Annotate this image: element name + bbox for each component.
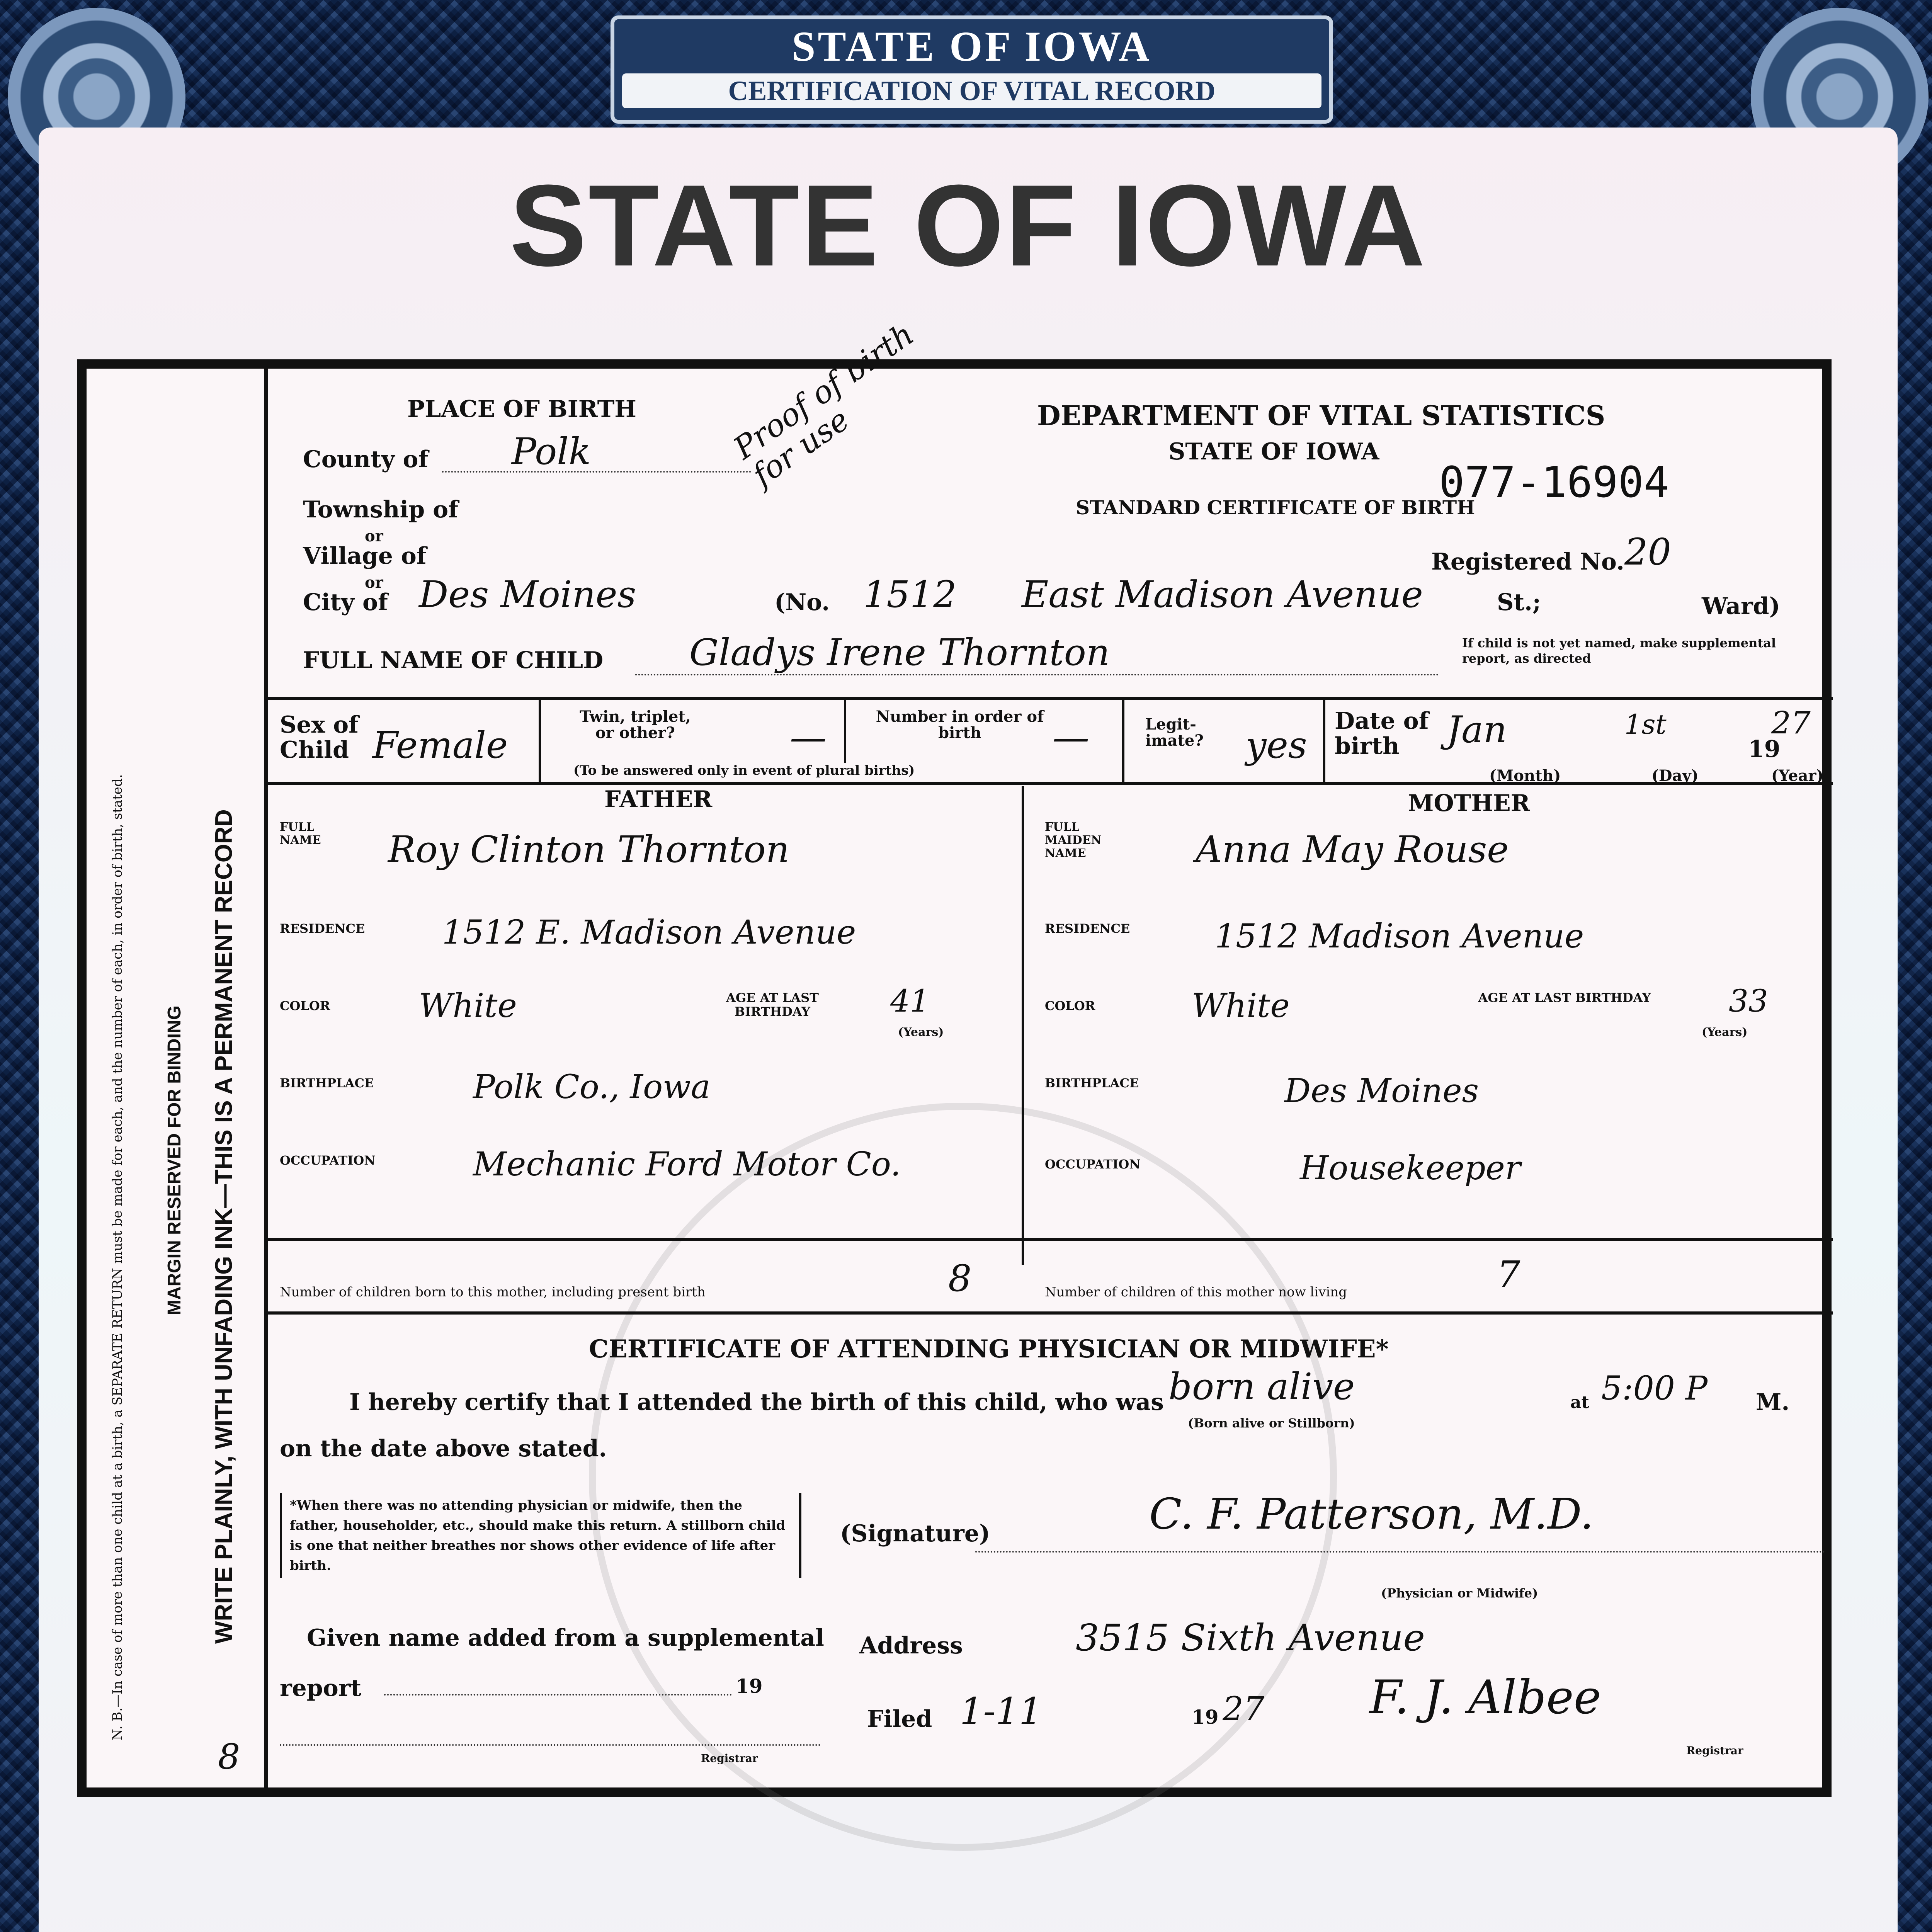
plural-births-note: (To be answered only in event of plural births) xyxy=(573,763,915,778)
registered-no-value: 20 xyxy=(1624,531,1671,573)
father-color-label: COLOR xyxy=(280,998,330,1013)
filed-date: 1-11 xyxy=(960,1690,1043,1733)
child-name-line xyxy=(635,674,1439,675)
registrar-signature: F. J. Albee xyxy=(1369,1671,1601,1725)
year-caption: (Year) xyxy=(1771,767,1824,785)
street-number: 1512 xyxy=(863,573,957,616)
township-label: Township of xyxy=(303,496,458,523)
father-name: Roy Clinton Thornton xyxy=(388,828,789,871)
mother-color-label: COLOR xyxy=(1045,998,1095,1013)
page-title: STATE OF IOWA xyxy=(509,160,1427,290)
county-line xyxy=(442,471,751,473)
mother-birthplace: Des Moines xyxy=(1284,1072,1479,1110)
full-name-label: FULL NAME OF CHILD xyxy=(303,647,604,674)
department-heading: DEPARTMENT OF VITAL STATISTICS xyxy=(1037,400,1605,432)
father-occupation: Mechanic Ford Motor Co. xyxy=(473,1145,901,1184)
month-caption: (Month) xyxy=(1489,767,1561,785)
divider-v-2 xyxy=(844,697,846,763)
county-value: Polk xyxy=(512,430,591,473)
divider-4 xyxy=(264,1311,1833,1315)
children-living-label: Number of children of this mother now living xyxy=(1045,1284,1347,1300)
mother-maiden-name-label: FULL MAIDEN NAME xyxy=(1045,820,1102,860)
legitimate-value: yes xyxy=(1246,724,1307,767)
mother-years-caption: (Years) xyxy=(1702,1026,1748,1039)
mother-residence-label: RESIDENCE xyxy=(1045,921,1130,936)
children-living-value: 7 xyxy=(1497,1253,1520,1296)
banner-subtitle: CERTIFICATION OF VITAL RECORD xyxy=(622,73,1321,108)
standard-certificate-label: STANDARD CERTIFICATE OF BIRTH xyxy=(1076,496,1475,519)
parents-divider xyxy=(1022,786,1024,1265)
state-heading: STATE OF IOWA xyxy=(1168,438,1379,465)
registrar-label-right: Registrar xyxy=(1686,1744,1743,1757)
twin-label: Twin, triplet, or other? xyxy=(580,707,691,742)
report-label: report xyxy=(280,1675,362,1702)
father-years-caption: (Years) xyxy=(898,1026,944,1039)
physician-address: 3515 Sixth Avenue xyxy=(1076,1617,1425,1659)
father-birthplace: Polk Co., Iowa xyxy=(473,1068,711,1106)
banner-title: STATE OF IOWA xyxy=(792,23,1152,70)
divider-v-4 xyxy=(1323,697,1325,782)
mother-age: 33 xyxy=(1729,983,1768,1019)
registered-no-label: Registered No. xyxy=(1431,548,1624,575)
born-alive-value: born alive xyxy=(1168,1366,1355,1408)
father-residence-label: RESIDENCE xyxy=(280,921,365,936)
mother-birthplace-label: BIRTHPLACE xyxy=(1045,1076,1139,1090)
divider-3 xyxy=(264,1238,1833,1241)
ward-label: Ward) xyxy=(1702,593,1780,620)
divider-2 xyxy=(264,782,1833,785)
mother-name: Anna May Rouse xyxy=(1196,828,1509,871)
child-name: Gladys Irene Thornton xyxy=(689,631,1110,674)
or-label-2: or xyxy=(365,573,383,592)
divider-v-3 xyxy=(1122,697,1124,782)
village-label: Village of xyxy=(303,543,427,570)
street-label: St.; xyxy=(1497,589,1541,616)
order-label: Number in order of birth xyxy=(876,707,1044,742)
mother-color: White xyxy=(1192,987,1290,1025)
date-of-birth-label: Date of birth xyxy=(1335,707,1429,760)
certify-text: I hereby certify that I attended the birth of this child, who was xyxy=(349,1389,1164,1416)
father-heading: FATHER xyxy=(604,786,713,813)
sex-label: Sex of Child xyxy=(280,711,359,764)
signature-label: (Signature) xyxy=(840,1520,990,1547)
sex-value: Female xyxy=(372,724,508,767)
address-label: Address xyxy=(859,1632,963,1659)
date-above-label: on the date above stated. xyxy=(280,1435,607,1462)
report-year-prefix: 19 xyxy=(736,1675,763,1697)
father-occupation-label: OCCUPATION xyxy=(280,1153,376,1168)
father-residence: 1512 E. Madison Avenue xyxy=(442,913,856,952)
mother-occupation-label: OCCUPATION xyxy=(1045,1157,1141,1172)
mother-residence: 1512 Madison Avenue xyxy=(1215,917,1584,956)
father-age: 41 xyxy=(890,983,930,1019)
birth-year: 27 xyxy=(1771,705,1811,741)
proof-of-birth-annotation: Proof of birth for use xyxy=(727,316,920,493)
footnote-box: *When there was no attending physician or midwife, then the father, householder, etc., should make this return. A stillborn child is one that neither breathes nor shows other evidence of life after birth. xyxy=(280,1493,801,1578)
birth-time: 5:00 P xyxy=(1601,1369,1708,1408)
divider-v-1 xyxy=(539,697,541,782)
mother-occupation: Housekeeper xyxy=(1300,1149,1521,1187)
legitimate-label: Legit- imate? xyxy=(1145,715,1204,750)
signature-line xyxy=(975,1551,1825,1553)
or-label-1: or xyxy=(365,527,383,545)
margin-number: 8 xyxy=(218,1736,240,1777)
physician-heading: CERTIFICATE OF ATTENDING PHYSICIAN OR MIDWIFE* xyxy=(589,1335,1389,1364)
city-value: Des Moines xyxy=(419,573,636,616)
father-birthplace-label: BIRTHPLACE xyxy=(280,1076,374,1090)
given-name-label: Given name added from a supplemental xyxy=(307,1624,824,1651)
street-name: East Madison Avenue xyxy=(1022,573,1423,616)
mother-age-label: AGE AT LAST BIRTHDAY xyxy=(1478,990,1651,1005)
county-label: County of xyxy=(303,446,429,473)
binding-margin xyxy=(87,369,268,1787)
father-color: White xyxy=(419,987,517,1025)
order-value: — xyxy=(1053,716,1089,759)
street-no-label: (No. xyxy=(774,589,830,616)
at-label: at xyxy=(1570,1393,1589,1412)
top-banner xyxy=(611,15,1333,124)
margin-permanent-text: WRITE PLAINLY, WITH UNFADING INK—THIS IS A PERMANENT RECORD xyxy=(211,809,237,1644)
children-born-value: 8 xyxy=(948,1257,972,1300)
twin-value: — xyxy=(790,716,827,759)
father-full-name-label: FULL NAME xyxy=(280,820,321,847)
faded-state-seal xyxy=(589,1103,1337,1851)
registrar-label-left: Registrar xyxy=(701,1752,758,1765)
born-alive-caption: (Born alive or Stillborn) xyxy=(1188,1416,1355,1430)
margin-note-text: N. B.—In case of more than one child at a birth, a SEPARATE RETURN must be made for each, and the number of each, in order of birth, stated. xyxy=(110,774,125,1740)
filed-label: Filed xyxy=(867,1706,932,1733)
place-of-birth-heading: PLACE OF BIRTH xyxy=(407,396,636,423)
filed-year-prefix: 19 xyxy=(1192,1706,1219,1728)
not-named-note: If child is not yet named, make supplemental report, as directed xyxy=(1462,636,1776,666)
birth-day: 1st xyxy=(1624,709,1667,740)
report-line xyxy=(384,1694,732,1696)
city-label: City of xyxy=(303,589,388,616)
filed-year: 27 xyxy=(1223,1690,1265,1728)
day-caption: (Day) xyxy=(1651,767,1699,785)
birth-year-prefix: 19 xyxy=(1748,736,1781,763)
physician-signature: C. F. Patterson, M.D. xyxy=(1149,1489,1594,1539)
father-age-label: AGE AT LAST BIRTHDAY xyxy=(726,990,819,1019)
margin-binding-text: MARGIN RESERVED FOR BINDING xyxy=(164,1005,185,1315)
birth-record xyxy=(77,316,1832,1797)
certificate-number: 077-16904 xyxy=(1439,457,1670,507)
meridiem-label: M. xyxy=(1756,1389,1790,1416)
children-born-label: Number of children born to this mother, including present birth xyxy=(280,1284,706,1300)
mother-heading: MOTHER xyxy=(1408,790,1530,817)
birth-month: Jan xyxy=(1447,709,1507,751)
divider-1 xyxy=(264,697,1833,700)
registrar-line-left xyxy=(280,1744,821,1746)
physician-caption: (Physician or Midwife) xyxy=(1381,1586,1538,1600)
